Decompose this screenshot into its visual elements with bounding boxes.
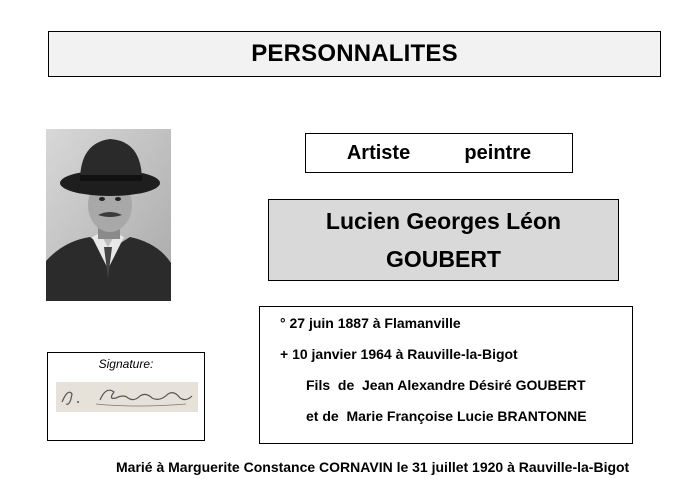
profession-box: [305, 133, 573, 173]
father-line: Fils de Jean Alexandre Désiré GOUBERT: [306, 377, 586, 393]
birth-line: ° 27 juin 1887 à Flamanville: [280, 315, 461, 331]
signature-image: [56, 382, 198, 412]
signature-label: Signature:: [98, 357, 154, 371]
death-line: + 10 janvier 1964 à Rauville-la-Bigot: [280, 346, 518, 362]
marriage-line: Marié à Marguerite Constance CORNAVIN le 31 juillet 1920 à Rauville-la-Bigot: [116, 459, 630, 475]
name-box: [268, 199, 619, 281]
profession-label: Artiste peintre: [346, 141, 532, 164]
page-title: PERSONNALITES: [251, 40, 458, 67]
title-banner: [48, 31, 661, 77]
mother-line: et de Marie Françoise Lucie BRANTONNE: [306, 408, 587, 424]
portrait-photo: [46, 129, 171, 301]
given-names: Lucien Georges Léon: [325, 208, 562, 234]
signature-box: [47, 352, 205, 441]
surname: GOUBERT: [386, 246, 501, 272]
biography-box: [259, 306, 633, 444]
